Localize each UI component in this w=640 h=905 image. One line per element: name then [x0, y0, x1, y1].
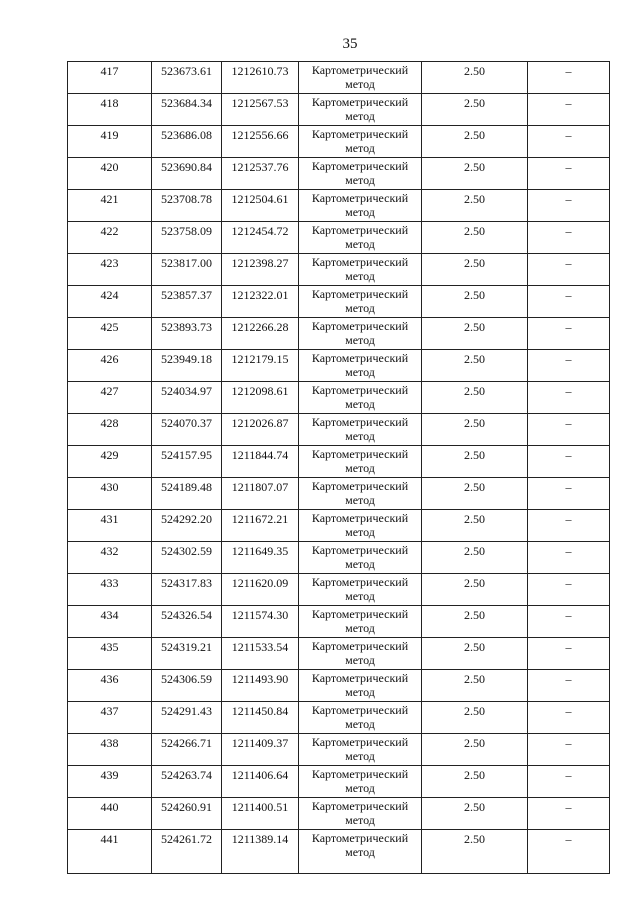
point-number-cell: 433 [68, 574, 152, 606]
method-line-1: Картометрический [311, 735, 409, 749]
method-line-2: метод [345, 589, 375, 603]
table-row [68, 158, 610, 190]
y-coordinate-cell: 1211409.37 [222, 734, 299, 766]
point-number-cell: 435 [68, 638, 152, 670]
note-cell: – [528, 382, 610, 414]
method-line-1: Картометрический [311, 127, 409, 141]
method-line-2: метод [345, 525, 375, 539]
point-number-cell: 439 [68, 766, 152, 798]
table-row [68, 318, 610, 350]
y-coordinate-cell: 1211389.14 [222, 830, 299, 874]
table-row [68, 542, 610, 574]
y-coordinate-cell: 1211620.09 [222, 574, 299, 606]
point-number-cell: 428 [68, 414, 152, 446]
point-number-cell: 431 [68, 510, 152, 542]
x-coordinate-cell: 523893.73 [152, 318, 222, 350]
point-number-cell: 421 [68, 190, 152, 222]
method-line-1: Картометрический [311, 287, 409, 301]
accuracy-cell: 2.50 [422, 510, 528, 542]
method-line-1: Картометрический [311, 223, 409, 237]
note-cell: – [528, 62, 610, 94]
method-cell [299, 254, 422, 286]
method-cell [299, 638, 422, 670]
note-cell: – [528, 318, 610, 350]
method-line-1: Картометрический [311, 831, 409, 845]
accuracy-cell: 2.50 [422, 158, 528, 190]
method-line-1: Картометрический [311, 191, 409, 205]
accuracy-cell: 2.50 [422, 94, 528, 126]
method-cell [299, 798, 422, 830]
table-row [68, 222, 610, 254]
x-coordinate-cell: 524317.83 [152, 574, 222, 606]
accuracy-cell: 2.50 [422, 702, 528, 734]
y-coordinate-cell: 1212567.53 [222, 94, 299, 126]
method-line-2: метод [345, 653, 375, 667]
table-row [68, 446, 610, 478]
x-coordinate-cell: 523684.34 [152, 94, 222, 126]
table-row [68, 126, 610, 158]
method-cell [299, 222, 422, 254]
x-coordinate-cell: 523673.61 [152, 62, 222, 94]
method-line-1: Картометрический [311, 159, 409, 173]
point-number-cell: 434 [68, 606, 152, 638]
table-row [68, 670, 610, 702]
accuracy-cell: 2.50 [422, 542, 528, 574]
x-coordinate-cell: 524261.72 [152, 830, 222, 874]
table-row [68, 702, 610, 734]
method-line-1: Картометрический [311, 319, 409, 333]
y-coordinate-cell: 1212537.76 [222, 158, 299, 190]
accuracy-cell: 2.50 [422, 318, 528, 350]
method-cell [299, 414, 422, 446]
method-line-1: Картометрический [311, 799, 409, 813]
y-coordinate-cell: 1212266.28 [222, 318, 299, 350]
table-row [68, 798, 610, 830]
y-coordinate-cell: 1212098.61 [222, 382, 299, 414]
point-number-cell: 441 [68, 830, 152, 874]
note-cell: – [528, 830, 610, 874]
note-cell: – [528, 542, 610, 574]
method-cell [299, 318, 422, 350]
accuracy-cell: 2.50 [422, 798, 528, 830]
method-line-1: Картометрический [311, 543, 409, 557]
table-row [68, 382, 610, 414]
x-coordinate-cell: 523686.08 [152, 126, 222, 158]
method-line-1: Картометрический [311, 351, 409, 365]
method-line-2: метод [345, 237, 375, 251]
y-coordinate-cell: 1211406.64 [222, 766, 299, 798]
point-number-cell: 440 [68, 798, 152, 830]
table-row [68, 638, 610, 670]
method-cell [299, 702, 422, 734]
method-line-1: Картометрический [311, 415, 409, 429]
note-cell: – [528, 670, 610, 702]
method-cell [299, 126, 422, 158]
method-line-2: метод [345, 141, 375, 155]
accuracy-cell: 2.50 [422, 62, 528, 94]
method-line-2: метод [345, 717, 375, 731]
x-coordinate-cell: 524189.48 [152, 478, 222, 510]
method-line-2: метод [345, 205, 375, 219]
method-cell [299, 766, 422, 798]
method-line-1: Картометрический [311, 63, 409, 77]
coordinates-table-body [68, 62, 610, 874]
method-cell [299, 542, 422, 574]
method-line-2: метод [345, 77, 375, 91]
method-line-1: Картометрический [311, 447, 409, 461]
method-cell [299, 734, 422, 766]
note-cell: – [528, 734, 610, 766]
note-cell: – [528, 606, 610, 638]
method-line-2: метод [345, 461, 375, 475]
accuracy-cell: 2.50 [422, 414, 528, 446]
method-line-2: метод [345, 429, 375, 443]
accuracy-cell: 2.50 [422, 446, 528, 478]
method-cell [299, 478, 422, 510]
method-line-2: метод [345, 685, 375, 699]
x-coordinate-cell: 523758.09 [152, 222, 222, 254]
accuracy-cell: 2.50 [422, 830, 528, 874]
method-line-2: метод [345, 781, 375, 795]
x-coordinate-cell: 524157.95 [152, 446, 222, 478]
accuracy-cell: 2.50 [422, 606, 528, 638]
method-line-1: Картометрический [311, 703, 409, 717]
method-cell [299, 606, 422, 638]
table-row [68, 414, 610, 446]
method-line-2: метод [345, 493, 375, 507]
method-cell [299, 830, 422, 874]
accuracy-cell: 2.50 [422, 478, 528, 510]
x-coordinate-cell: 524306.59 [152, 670, 222, 702]
method-cell [299, 158, 422, 190]
y-coordinate-cell: 1212398.27 [222, 254, 299, 286]
y-coordinate-cell: 1211672.21 [222, 510, 299, 542]
x-coordinate-cell: 523817.00 [152, 254, 222, 286]
method-line-2: метод [345, 365, 375, 379]
point-number-cell: 420 [68, 158, 152, 190]
y-coordinate-cell: 1211533.54 [222, 638, 299, 670]
point-number-cell: 425 [68, 318, 152, 350]
y-coordinate-cell: 1211844.74 [222, 446, 299, 478]
point-number-cell: 423 [68, 254, 152, 286]
note-cell: – [528, 702, 610, 734]
method-line-1: Картометрический [311, 575, 409, 589]
x-coordinate-cell: 524034.97 [152, 382, 222, 414]
point-number-cell: 419 [68, 126, 152, 158]
y-coordinate-cell: 1212610.73 [222, 62, 299, 94]
point-number-cell: 432 [68, 542, 152, 574]
method-line-2: метод [345, 269, 375, 283]
table-row [68, 190, 610, 222]
accuracy-cell: 2.50 [422, 382, 528, 414]
x-coordinate-cell: 524263.74 [152, 766, 222, 798]
table-row [68, 830, 610, 874]
note-cell: – [528, 222, 610, 254]
point-number-cell: 430 [68, 478, 152, 510]
point-number-cell: 429 [68, 446, 152, 478]
method-line-1: Картометрический [311, 767, 409, 781]
method-line-2: метод [345, 749, 375, 763]
table-row [68, 734, 610, 766]
point-number-cell: 417 [68, 62, 152, 94]
x-coordinate-cell: 524291.43 [152, 702, 222, 734]
note-cell: – [528, 126, 610, 158]
method-line-2: метод [345, 845, 375, 859]
method-line-1: Картометрический [311, 255, 409, 269]
point-number-cell: 437 [68, 702, 152, 734]
accuracy-cell: 2.50 [422, 574, 528, 606]
table-row [68, 510, 610, 542]
note-cell: – [528, 286, 610, 318]
note-cell: – [528, 158, 610, 190]
y-coordinate-cell: 1212454.72 [222, 222, 299, 254]
x-coordinate-cell: 524292.20 [152, 510, 222, 542]
x-coordinate-cell: 524266.71 [152, 734, 222, 766]
x-coordinate-cell: 524326.54 [152, 606, 222, 638]
accuracy-cell: 2.50 [422, 286, 528, 318]
note-cell: – [528, 574, 610, 606]
y-coordinate-cell: 1212556.66 [222, 126, 299, 158]
table-row [68, 766, 610, 798]
note-cell: – [528, 478, 610, 510]
table-row [68, 350, 610, 382]
table-row [68, 574, 610, 606]
x-coordinate-cell: 523857.37 [152, 286, 222, 318]
method-cell [299, 286, 422, 318]
y-coordinate-cell: 1212026.87 [222, 414, 299, 446]
method-cell [299, 94, 422, 126]
method-cell [299, 670, 422, 702]
method-line-1: Картометрический [311, 607, 409, 621]
method-line-2: метод [345, 301, 375, 315]
table-row [68, 94, 610, 126]
note-cell: – [528, 254, 610, 286]
table-row [68, 62, 610, 94]
note-cell: – [528, 446, 610, 478]
method-cell [299, 62, 422, 94]
y-coordinate-cell: 1211493.90 [222, 670, 299, 702]
method-line-2: метод [345, 557, 375, 571]
method-line-2: метод [345, 173, 375, 187]
table-row [68, 286, 610, 318]
accuracy-cell: 2.50 [422, 254, 528, 286]
note-cell: – [528, 190, 610, 222]
y-coordinate-cell: 1212504.61 [222, 190, 299, 222]
note-cell: – [528, 798, 610, 830]
point-number-cell: 422 [68, 222, 152, 254]
method-cell [299, 382, 422, 414]
method-cell [299, 190, 422, 222]
y-coordinate-cell: 1211574.30 [222, 606, 299, 638]
method-line-1: Картометрический [311, 479, 409, 493]
method-line-1: Картометрический [311, 95, 409, 109]
x-coordinate-cell: 523690.84 [152, 158, 222, 190]
note-cell: – [528, 510, 610, 542]
method-cell [299, 574, 422, 606]
accuracy-cell: 2.50 [422, 734, 528, 766]
y-coordinate-cell: 1212322.01 [222, 286, 299, 318]
method-line-2: метод [345, 109, 375, 123]
table-row [68, 478, 610, 510]
point-number-cell: 438 [68, 734, 152, 766]
y-coordinate-cell: 1211807.07 [222, 478, 299, 510]
point-number-cell: 418 [68, 94, 152, 126]
point-number-cell: 436 [68, 670, 152, 702]
note-cell: – [528, 414, 610, 446]
method-cell [299, 350, 422, 382]
note-cell: – [528, 766, 610, 798]
accuracy-cell: 2.50 [422, 190, 528, 222]
table-row [68, 606, 610, 638]
method-line-1: Картометрический [311, 671, 409, 685]
method-cell [299, 510, 422, 542]
accuracy-cell: 2.50 [422, 638, 528, 670]
method-line-1: Картометрический [311, 639, 409, 653]
accuracy-cell: 2.50 [422, 126, 528, 158]
y-coordinate-cell: 1211400.51 [222, 798, 299, 830]
note-cell: – [528, 638, 610, 670]
x-coordinate-cell: 524302.59 [152, 542, 222, 574]
method-line-1: Картометрический [311, 511, 409, 525]
x-coordinate-cell: 523708.78 [152, 190, 222, 222]
y-coordinate-cell: 1211649.35 [222, 542, 299, 574]
y-coordinate-cell: 1211450.84 [222, 702, 299, 734]
x-coordinate-cell: 523949.18 [152, 350, 222, 382]
accuracy-cell: 2.50 [422, 766, 528, 798]
accuracy-cell: 2.50 [422, 222, 528, 254]
note-cell: – [528, 350, 610, 382]
x-coordinate-cell: 524070.37 [152, 414, 222, 446]
table-row [68, 254, 610, 286]
method-line-2: метод [345, 621, 375, 635]
note-cell: – [528, 94, 610, 126]
accuracy-cell: 2.50 [422, 350, 528, 382]
method-cell [299, 446, 422, 478]
point-number-cell: 426 [68, 350, 152, 382]
coordinates-table [67, 61, 610, 874]
point-number-cell: 424 [68, 286, 152, 318]
method-line-1: Картометрический [311, 383, 409, 397]
y-coordinate-cell: 1212179.15 [222, 350, 299, 382]
x-coordinate-cell: 524260.91 [152, 798, 222, 830]
method-line-2: метод [345, 813, 375, 827]
method-line-2: метод [345, 333, 375, 347]
point-number-cell: 427 [68, 382, 152, 414]
x-coordinate-cell: 524319.21 [152, 638, 222, 670]
page-number: 35 [342, 36, 358, 52]
method-line-2: метод [345, 397, 375, 411]
accuracy-cell: 2.50 [422, 670, 528, 702]
